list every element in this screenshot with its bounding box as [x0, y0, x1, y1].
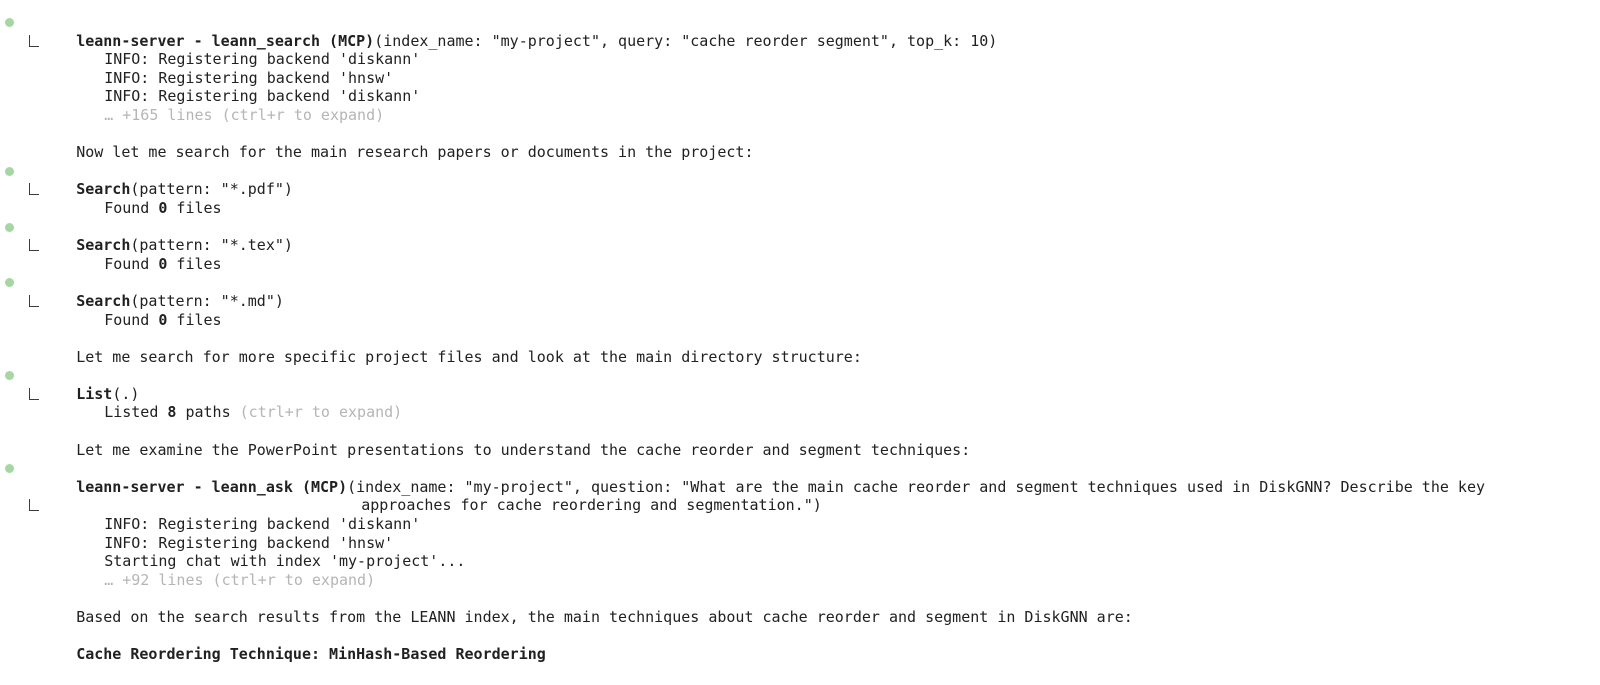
tool-output-line [22, 236, 1600, 273]
tool-args: (pattern: "*.tex") [130, 236, 293, 255]
assistant-message [22, 422, 1600, 459]
tool-status-dot-icon [5, 167, 14, 176]
message-text: Let me search for more specific project files and look at the main directory structure: [76, 347, 862, 366]
tool-call-header [22, 366, 1600, 403]
output-connector-icon [29, 388, 39, 400]
tool-args: approaches for cache reordering and segmentation.") [361, 496, 822, 515]
tool-args: (pattern: "*.md") [130, 291, 284, 310]
output-connector-icon [29, 35, 39, 47]
tool-call-header [22, 459, 1600, 496]
tool-call-search-tex [22, 218, 1600, 273]
expand-hint: (ctrl+r to expand) [239, 403, 403, 422]
tool-status-dot-icon [5, 278, 14, 287]
tool-output-line [22, 32, 1600, 69]
message-text: Let me examine the PowerPoint presentations to understand the cache reorder and segment techniques: [76, 440, 971, 459]
result-count: 0 [158, 198, 168, 217]
tool-args: (pattern: "*.pdf") [130, 180, 293, 199]
tool-call-header [22, 218, 1600, 255]
assistant-message [22, 125, 1600, 162]
output-connector-icon [29, 499, 39, 511]
result-count: 8 [167, 403, 177, 422]
output-truncation-notice[interactable] [22, 552, 1600, 589]
output-text: paths [176, 403, 240, 422]
output-connector-icon [29, 183, 39, 195]
output-text: files [167, 254, 222, 273]
result-count: 0 [158, 310, 168, 329]
tool-call-search-pdf [22, 162, 1600, 217]
tool-name: leann-server - leann_ask (MCP) [76, 477, 348, 496]
tool-output-line [22, 496, 1600, 534]
output-truncation-notice[interactable] [22, 87, 1600, 124]
tool-status-dot-icon [5, 223, 14, 232]
tool-output-line[interactable] [22, 385, 1600, 422]
tool-name: List [76, 384, 113, 403]
truncation-text: … +165 lines (ctrl+r to expand) [104, 105, 385, 124]
assistant-message [22, 589, 1600, 626]
tool-call-leann-ask [22, 459, 1600, 589]
tool-call-leann-search [22, 13, 1600, 124]
tool-call-header [22, 273, 1600, 310]
output-connector-icon [29, 239, 39, 251]
tool-name: leann-server - leann_search (MCP) [76, 31, 375, 50]
message-line [22, 422, 1600, 459]
tool-name: Search [76, 291, 131, 310]
tool-output-line [22, 534, 1600, 571]
output-text: INFO: Registering backend 'hnsw' [104, 533, 394, 552]
heading-line [22, 627, 1600, 664]
output-text: files [167, 198, 222, 217]
message-line [22, 125, 1600, 162]
output-text: Starting chat with index 'my-project'... [104, 552, 466, 571]
tool-output-line [22, 292, 1600, 329]
tool-output-line [22, 69, 1600, 106]
output-text: Found [104, 198, 159, 217]
message-text: Now let me search for the main research papers or documents in the project: [76, 143, 754, 162]
message-text: Based on the search results from the LEANN index, the main techniques about cache reorder and segment in DiskGNN are: [76, 608, 1133, 626]
output-text: INFO: Registering backend 'diskann' [104, 515, 421, 534]
output-text: INFO: Registering backend 'hnsw' [104, 68, 394, 87]
heading-text: Cache Reordering Technique: MinHash-Based Reordering [76, 645, 546, 664]
output-text: Listed [104, 403, 168, 422]
tool-output-line [22, 180, 1600, 217]
message-line [22, 329, 1600, 366]
assistant-message [22, 329, 1600, 366]
output-text: Found [104, 310, 159, 329]
tool-status-dot-icon [5, 371, 14, 380]
tool-status-dot-icon [5, 464, 14, 473]
message-line [22, 589, 1600, 626]
assistant-heading [22, 627, 1600, 664]
output-connector-icon [29, 295, 39, 307]
tool-args: (index_name: "my-project", question: "What are the main cache reorder and segment techniques used in DiskGNN? Describe the key [347, 477, 1486, 496]
tool-name: Search [76, 236, 131, 255]
tool-output-line [22, 515, 1600, 552]
output-text: INFO: Registering backend 'diskann' [104, 50, 421, 69]
output-text: files [167, 310, 222, 329]
tool-call-header [22, 13, 1600, 50]
result-count: 0 [158, 254, 168, 273]
tool-args: (.) [112, 384, 140, 403]
output-text: INFO: Registering backend 'diskann' [104, 87, 421, 106]
tool-args: (index_name: "my-project", query: "cache reorder segment", top_k: 10) [374, 31, 998, 50]
tool-name: Search [76, 180, 131, 199]
tool-call-header [22, 162, 1600, 199]
truncation-text: … +92 lines (ctrl+r to expand) [104, 570, 376, 589]
tool-output-line [22, 50, 1600, 87]
output-text: Found [104, 254, 159, 273]
tool-call-list [22, 366, 1600, 422]
tool-status-dot-icon [5, 18, 14, 27]
tool-call-search-md [22, 273, 1600, 329]
